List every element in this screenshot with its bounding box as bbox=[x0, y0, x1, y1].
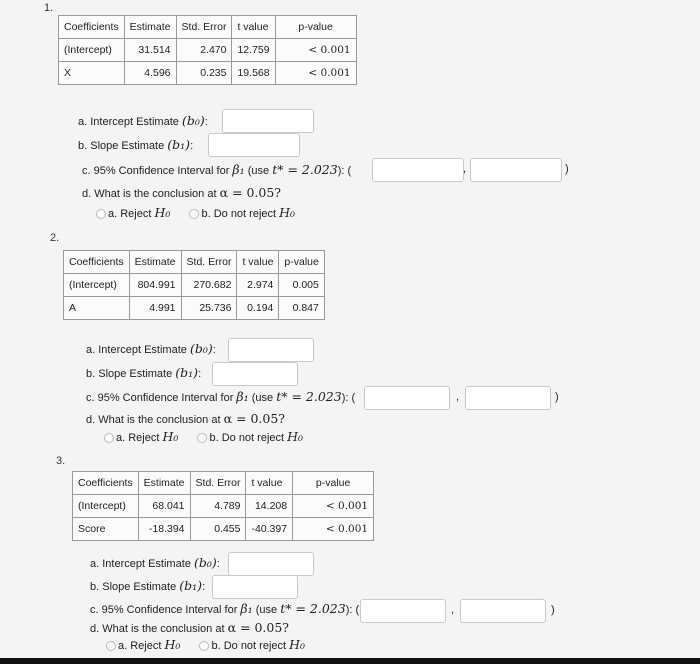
bottom-edge-bar bbox=[0, 658, 700, 664]
slope-input[interactable] bbox=[212, 362, 298, 386]
table-cell: (Intercept) bbox=[73, 495, 139, 518]
table-header-row bbox=[73, 472, 374, 495]
table-cell: 25.736 bbox=[181, 297, 237, 320]
table-cell: 4.596 bbox=[124, 62, 176, 85]
table-header: t value bbox=[246, 472, 293, 495]
table-row bbox=[73, 518, 374, 541]
conclusion-prompt: d. What is the conclusion at α = 0.05? bbox=[86, 411, 285, 426]
intercept-prompt: a. Intercept Estimate (b₀): bbox=[90, 555, 220, 570]
table-header: p-value bbox=[279, 251, 324, 274]
table-cell: X bbox=[59, 62, 125, 85]
table-cell: 14.208 bbox=[246, 495, 293, 518]
radio-icon[interactable] bbox=[96, 209, 106, 219]
slope-input[interactable] bbox=[212, 575, 298, 599]
table-cell: 19.568 bbox=[232, 62, 275, 85]
table-header: Estimate bbox=[129, 251, 181, 274]
table-cell: 0.194 bbox=[237, 297, 279, 320]
ci-comma: , bbox=[451, 604, 455, 616]
table-cell: 0.455 bbox=[190, 518, 246, 541]
radio-icon[interactable] bbox=[189, 209, 199, 219]
intercept-input[interactable] bbox=[228, 552, 314, 576]
table-cell: 804.991 bbox=[129, 274, 181, 297]
ci-lower-input[interactable] bbox=[372, 158, 467, 182]
reject-option[interactable]: a. Reject H₀ bbox=[96, 202, 170, 225]
table-header: Std. Error bbox=[176, 16, 232, 39]
table-cell: < 0.001 bbox=[293, 495, 374, 518]
table-header-row bbox=[64, 251, 325, 274]
table-header: Coefficients bbox=[59, 16, 125, 39]
ci-upper-input[interactable] bbox=[460, 599, 546, 623]
ci-comma: , bbox=[463, 163, 467, 175]
question-number: 1. bbox=[44, 2, 54, 14]
conclusion-options bbox=[96, 202, 311, 224]
table-row bbox=[64, 297, 325, 320]
table-cell: A bbox=[64, 297, 130, 320]
ci-upper-input[interactable] bbox=[470, 158, 562, 182]
table-header: Estimate bbox=[138, 472, 190, 495]
ci-lower-input[interactable] bbox=[364, 386, 450, 410]
table-cell: 2.470 bbox=[176, 39, 232, 62]
do-not-reject-option[interactable]: b. Do not reject H₀ bbox=[189, 202, 295, 225]
confidence-interval-prompt: c. 95% Confidence Interval for β₁ (use t* = 2.023): ( bbox=[90, 601, 360, 616]
do-not-reject-option[interactable]: b. Do not reject H₀ bbox=[199, 634, 305, 657]
table-cell: (Intercept) bbox=[64, 274, 130, 297]
table-cell: 31.514 bbox=[124, 39, 176, 62]
radio-icon[interactable] bbox=[104, 433, 114, 443]
confidence-interval-prompt: c. 95% Confidence Interval for β₁ (use t* = 2.023): ( bbox=[86, 389, 356, 404]
table-row bbox=[73, 495, 374, 518]
table-cell: 4.991 bbox=[129, 297, 181, 320]
intercept-prompt: a. Intercept Estimate (b₀): bbox=[86, 341, 216, 356]
table-cell: -40.397 bbox=[246, 518, 293, 541]
intercept-input[interactable] bbox=[222, 109, 314, 133]
table-cell: < 0.001 bbox=[293, 518, 374, 541]
table-header: Std. Error bbox=[190, 472, 246, 495]
table-cell: 0.847 bbox=[279, 297, 324, 320]
question-number: 3. bbox=[56, 455, 66, 467]
ci-close-paren: ) bbox=[555, 391, 559, 403]
radio-icon[interactable] bbox=[106, 641, 116, 651]
ci-close-paren: ) bbox=[565, 163, 569, 175]
slope-input[interactable] bbox=[208, 133, 300, 157]
slope-prompt: b. Slope Estimate (b₁): bbox=[86, 365, 202, 380]
table-row bbox=[64, 274, 325, 297]
intercept-prompt: a. Intercept Estimate (b₀): bbox=[78, 113, 208, 128]
conclusion-options bbox=[104, 426, 319, 448]
table-cell: (Intercept) bbox=[59, 39, 125, 62]
table-cell: 68.041 bbox=[138, 495, 190, 518]
intercept-input[interactable] bbox=[228, 338, 314, 362]
table-cell: 12.759 bbox=[232, 39, 275, 62]
table-header: t value bbox=[237, 251, 279, 274]
table-header: p-value bbox=[293, 472, 374, 495]
reject-option[interactable]: a. Reject H₀ bbox=[106, 634, 180, 657]
radio-icon[interactable] bbox=[199, 641, 209, 651]
table-header: Std. Error bbox=[181, 251, 237, 274]
conclusion-prompt: d. What is the conclusion at α = 0.05? bbox=[90, 620, 289, 635]
coefficients-table bbox=[72, 471, 374, 541]
ci-close-paren: ) bbox=[551, 604, 555, 616]
table-cell: 0.235 bbox=[176, 62, 232, 85]
table-cell: < 0.001 bbox=[275, 62, 356, 85]
do-not-reject-option[interactable]: b. Do not reject H₀ bbox=[197, 426, 303, 449]
radio-icon[interactable] bbox=[197, 433, 207, 443]
table-cell: 4.789 bbox=[190, 495, 246, 518]
table-header-row bbox=[59, 16, 357, 39]
conclusion-prompt: d. What is the conclusion at α = 0.05? bbox=[82, 185, 281, 200]
table-cell: < 0.001 bbox=[275, 39, 356, 62]
table-cell: Score bbox=[73, 518, 139, 541]
table-header: p-value bbox=[275, 16, 356, 39]
coefficients-table bbox=[58, 15, 357, 85]
table-cell: -18.394 bbox=[138, 518, 190, 541]
slope-prompt: b. Slope Estimate (b₁): bbox=[78, 137, 194, 152]
question-number: 2. bbox=[50, 232, 60, 244]
table-header: Coefficients bbox=[73, 472, 139, 495]
slope-prompt: b. Slope Estimate (b₁): bbox=[90, 578, 206, 593]
ci-upper-input[interactable] bbox=[465, 386, 551, 410]
ci-lower-input[interactable] bbox=[360, 599, 446, 623]
table-header: t value bbox=[232, 16, 275, 39]
table-cell: 2.974 bbox=[237, 274, 279, 297]
coefficients-table bbox=[63, 250, 325, 320]
table-header: Estimate bbox=[124, 16, 176, 39]
confidence-interval-prompt: c. 95% Confidence Interval for β₁ (use t* = 2.023): ( bbox=[82, 162, 352, 177]
table-cell: 0.005 bbox=[279, 274, 324, 297]
table-header: Coefficients bbox=[64, 251, 130, 274]
ci-comma: , bbox=[456, 391, 460, 403]
reject-option[interactable]: a. Reject H₀ bbox=[104, 426, 178, 449]
table-row bbox=[59, 39, 357, 62]
conclusion-options bbox=[106, 634, 321, 656]
table-row bbox=[59, 62, 357, 85]
table-cell: 270.682 bbox=[181, 274, 237, 297]
